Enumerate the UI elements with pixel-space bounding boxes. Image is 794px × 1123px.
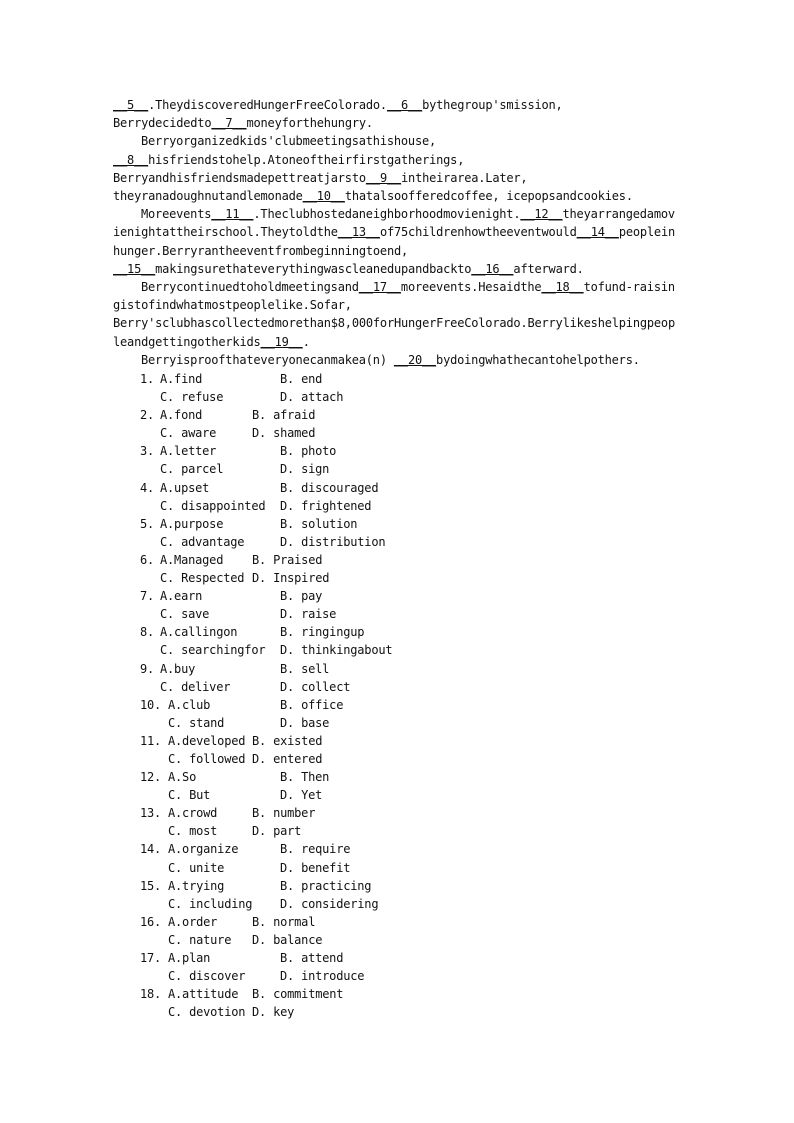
passage-line <box>113 223 683 241</box>
question-number: 2. <box>140 408 162 423</box>
blank: __19__ <box>260 334 303 349</box>
option-indent <box>140 605 160 623</box>
blank: __16__ <box>471 261 514 276</box>
passage-line <box>113 242 683 260</box>
passage-text: Berry'sclubhascollectedmorethan$8,000forHungerFreeColorado.Berrylikeshelpingpeop <box>113 316 675 331</box>
option-b: B. solution <box>280 516 358 531</box>
option-a: A.crowd <box>168 806 218 821</box>
question-number: 5. <box>140 516 162 531</box>
question-number: 18. <box>140 987 169 1002</box>
option-indent <box>140 895 168 913</box>
passage-text: leandgettingotherkids <box>113 334 261 349</box>
option-b: B. number <box>252 806 316 821</box>
option-a: A.earn <box>160 589 203 604</box>
passage-text: . <box>302 334 310 349</box>
question-item <box>140 370 392 406</box>
option-b: B. normal <box>252 914 316 929</box>
option-a: A.upset <box>160 480 210 495</box>
option-d: D. considering <box>280 896 379 911</box>
blank: __6__ <box>386 98 423 112</box>
option-d: D. entered <box>252 751 323 766</box>
option-d: D. part <box>252 824 302 839</box>
question-item <box>140 732 392 768</box>
question-number: 8. <box>140 625 162 640</box>
cloze-passage <box>113 96 683 369</box>
question-item <box>140 840 392 876</box>
option-c: C. deliver <box>160 679 231 694</box>
option-d: D. collect <box>280 679 351 694</box>
passage-text: theyarrangedamov <box>562 207 675 222</box>
option-b: B. discouraged <box>280 480 379 495</box>
option-b: B. Then <box>280 770 330 785</box>
option-indent <box>140 859 168 877</box>
passage-text: moreevents.Hesaidthe <box>400 280 542 295</box>
option-d: D. Inspired <box>252 571 330 586</box>
option-c: C. discover <box>168 969 246 984</box>
passage-line <box>113 296 683 314</box>
option-a: A.fond <box>160 408 203 423</box>
option-indent <box>140 533 160 551</box>
passage-text: .TheydiscoveredHungerFreeColorado. <box>148 98 387 112</box>
option-d: D. frightened <box>280 498 372 513</box>
question-item <box>140 406 392 442</box>
option-c: C. unite <box>168 860 225 875</box>
option-d: D. Yet <box>280 788 323 803</box>
blank: __15__ <box>113 261 156 276</box>
option-a: A.buy <box>160 661 196 676</box>
option-b: B. require <box>280 842 351 857</box>
passage-text: .Theclubhostedaneighborhoodmovienight. <box>253 207 521 222</box>
option-d: D. sign <box>280 462 330 477</box>
option-a: A.trying <box>168 878 225 893</box>
option-c: C. advantage <box>160 534 245 549</box>
option-a: A.developed <box>168 733 246 748</box>
blank: __8__ <box>113 152 149 167</box>
passage-line <box>113 114 683 132</box>
question-number: 3. <box>140 444 162 459</box>
option-indent <box>140 497 160 515</box>
option-d: D. benefit <box>280 860 351 875</box>
option-a: A.organize <box>168 842 239 857</box>
passage-text: Berryorganizedkids'clubmeetingsathishouse, <box>141 134 437 149</box>
option-a: A.callingon <box>160 625 238 640</box>
question-number: 6. <box>140 552 162 567</box>
option-d: D. attach <box>280 390 344 405</box>
option-c: C. devotion <box>168 1005 246 1020</box>
passage-text: theyranadoughnutandlemonade <box>113 189 303 204</box>
option-b: B. photo <box>280 444 337 459</box>
option-a: A.Managed <box>160 552 224 567</box>
passage-line <box>113 96 683 114</box>
passage-text: hisfriendstohelp.Atoneoftheirfirstgatherings, <box>148 152 465 167</box>
passage-line <box>113 187 683 205</box>
blank: __12__ <box>520 207 563 222</box>
passage-line <box>113 351 683 369</box>
option-b: B. commitment <box>252 987 344 1002</box>
option-b: B. existed <box>252 733 323 748</box>
option-a: A.club <box>168 697 211 712</box>
option-d: D. distribution <box>280 534 386 549</box>
passage-line <box>113 278 683 296</box>
question-number: 15. <box>140 878 169 893</box>
passage-text: Berryandhisfriendsmadepettreatjarsto <box>113 170 366 185</box>
question-item <box>140 623 392 659</box>
passage-text: thatalsoofferedcoffee, icepopsandcookies. <box>344 189 633 204</box>
option-indent <box>140 750 168 768</box>
question-item <box>140 913 392 949</box>
option-b: B. afraid <box>252 408 316 423</box>
passage-text: bythegroup'smission, <box>422 98 563 112</box>
blank: __9__ <box>365 170 402 185</box>
option-a: A.find <box>160 372 203 386</box>
option-a: A.plan <box>168 951 211 965</box>
option-indent <box>140 786 168 804</box>
option-d: D. shamed <box>252 426 316 441</box>
option-c: C. most <box>168 824 218 839</box>
passage-text: gistofindwhatmostpeoplelike.Sofar, <box>113 298 352 313</box>
option-d: D. raise <box>280 607 337 622</box>
question-item <box>140 587 392 623</box>
passage-text: afterward. <box>513 261 584 276</box>
passage-text: Moreevents <box>141 207 212 222</box>
blank: __18__ <box>541 280 584 295</box>
passage-text: Berrycontinuedtoholdmeetingsand <box>141 280 359 295</box>
passage-text: peoplein <box>618 225 676 240</box>
blank: __10__ <box>302 189 345 204</box>
option-a: A.letter <box>160 444 217 459</box>
passage-line <box>113 169 683 187</box>
question-item <box>140 660 392 696</box>
question-item <box>140 515 392 551</box>
option-d: D. thinkingabout <box>280 643 393 658</box>
option-a: A.order <box>168 914 218 929</box>
question-item <box>140 949 392 985</box>
option-indent <box>140 822 168 840</box>
option-c: C. parcel <box>160 462 224 477</box>
passage-text: bydoingwhathecantohelpothers. <box>436 352 640 367</box>
option-indent <box>140 569 160 587</box>
option-c: C. refuse <box>160 390 224 405</box>
passage-text: makingsurethateverythingwascleanedupandbackto <box>155 261 472 276</box>
option-indent <box>140 714 168 732</box>
option-c: C. nature <box>168 932 232 947</box>
option-b: B. end <box>280 372 323 386</box>
option-b: B. sell <box>280 661 330 676</box>
question-item <box>140 768 392 804</box>
question-item <box>140 479 392 515</box>
option-c: C. save <box>160 607 210 622</box>
question-number: 11. <box>140 733 169 748</box>
question-number: 9. <box>140 661 162 676</box>
option-b: B. office <box>280 697 344 712</box>
blank: __11__ <box>211 207 254 222</box>
question-number: 13. <box>140 806 169 821</box>
question-number: 7. <box>140 589 162 604</box>
option-b: B. attend <box>280 951 344 965</box>
question-number: 1. <box>140 372 162 386</box>
option-d: D. base <box>280 715 330 730</box>
option-b: B. pay <box>280 589 323 604</box>
option-indent <box>140 388 160 406</box>
passage-text: hunger.Berryrantheeventfrombeginningtoend, <box>113 243 409 258</box>
blank: __5__ <box>113 98 149 112</box>
passage-line <box>113 333 683 351</box>
question-number: 4. <box>140 480 162 495</box>
passage-text: tofund-raisin <box>583 280 675 295</box>
question-item <box>140 804 392 840</box>
option-b: B. Praised <box>252 552 323 567</box>
option-a: A.So <box>168 770 197 785</box>
passage-text: of75childrenhowtheeventwould <box>379 225 577 240</box>
option-a: A.purpose <box>160 516 224 531</box>
question-number: 10. <box>140 697 169 712</box>
option-b: B. ringingup <box>280 625 365 640</box>
blank: __20__ <box>393 352 437 367</box>
passage-line <box>113 260 683 278</box>
passage-text: moneyforthehungry. <box>246 116 373 131</box>
option-indent <box>140 424 160 442</box>
passage-text: Berryisproofthateveryonecanmakea(n) <box>141 352 394 367</box>
option-indent <box>140 967 168 985</box>
question-number: 12. <box>140 770 169 785</box>
option-c: C. But <box>168 788 211 803</box>
option-c: C. Respected <box>160 571 245 586</box>
blank: __13__ <box>337 225 380 240</box>
option-c: C. searchingfor <box>160 643 266 658</box>
question-number: 16. <box>140 914 169 929</box>
blank: __7__ <box>211 116 247 131</box>
blank: __14__ <box>576 225 619 240</box>
blank: __17__ <box>358 280 401 295</box>
question-item <box>140 551 392 587</box>
passage-line <box>113 314 683 332</box>
option-c: C. stand <box>168 715 225 730</box>
option-c: C. disappointed <box>160 498 266 513</box>
option-c: C. followed <box>168 751 246 766</box>
passage-text: intheirarea.Later, <box>401 170 528 185</box>
question-item <box>140 442 392 478</box>
passage-line <box>113 132 683 150</box>
passage-text: Berrydecidedto <box>113 116 212 131</box>
option-a: A.attitude <box>168 987 239 1002</box>
answer-options <box>140 370 392 1021</box>
question-item <box>140 696 392 732</box>
option-b: B. practicing <box>280 878 372 893</box>
option-indent <box>140 641 160 659</box>
option-indent <box>140 931 168 949</box>
option-indent <box>140 460 160 478</box>
option-d: D. key <box>252 1005 295 1020</box>
question-number: 14. <box>140 842 169 857</box>
question-item <box>140 985 392 1021</box>
question-item <box>140 877 392 913</box>
option-c: C. aware <box>160 426 217 441</box>
question-number: 17. <box>140 951 169 965</box>
option-d: D. balance <box>252 932 323 947</box>
passage-line <box>113 151 683 169</box>
option-d: D. introduce <box>280 969 365 984</box>
option-indent <box>140 1003 168 1021</box>
option-indent <box>140 678 160 696</box>
passage-text: ienightattheirschool.Theytoldthe <box>113 225 338 240</box>
passage-line <box>113 205 683 223</box>
option-c: C. including <box>168 896 253 911</box>
